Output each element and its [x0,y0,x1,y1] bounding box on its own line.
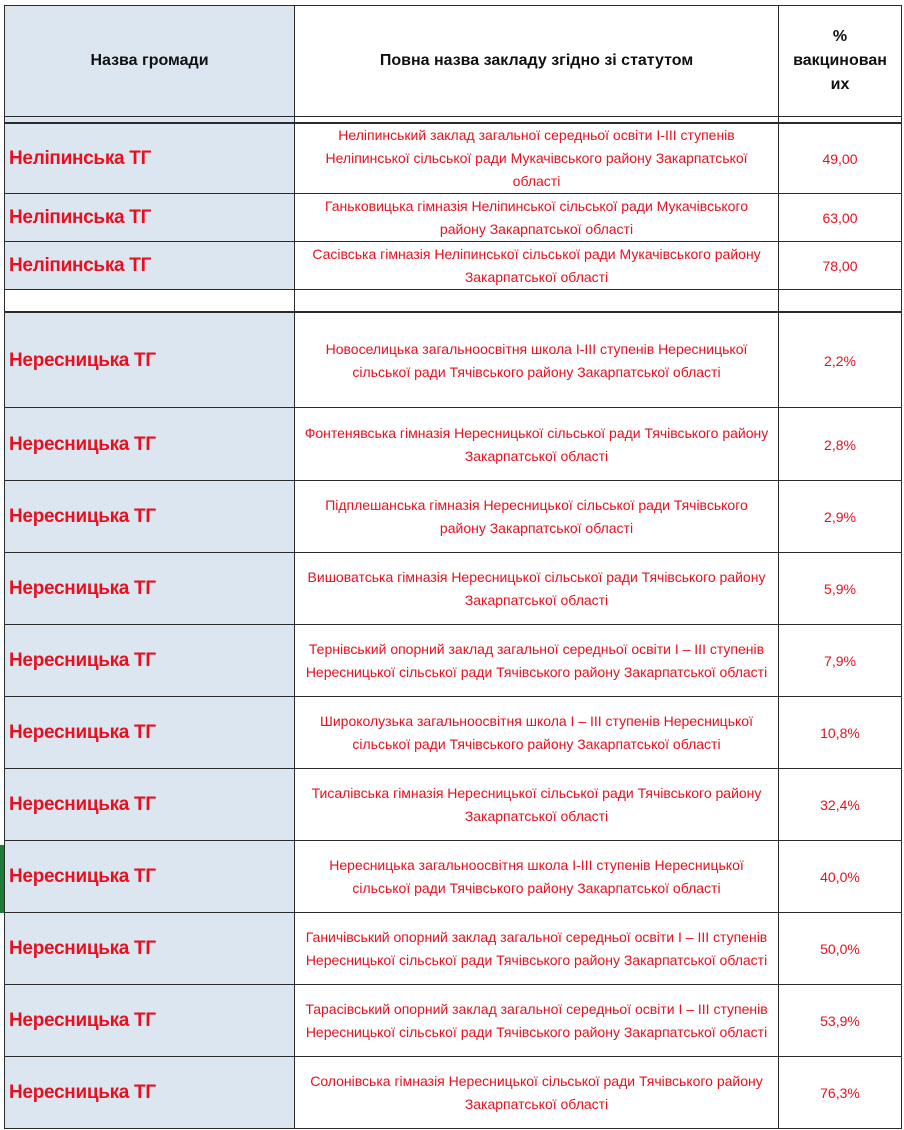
institution-cell [295,1057,779,1128]
grid-line [4,122,902,124]
community-name: Нересницька ТГ [9,938,156,959]
table-row [0,1057,904,1128]
gap-cell [295,290,779,313]
community-name: Нересницька ТГ [9,506,156,527]
institution-name: Широколузька загальноосвітня школа І – ІІІ ступенів Нересницької сільської ради Тячівського району Закарпатської області [320,713,753,752]
table-header [0,5,904,117]
community-name: Нересницька ТГ [9,722,156,743]
community-name: Нересницька ТГ [9,578,156,599]
vaccinated-percent: 63,00 [822,210,858,226]
community-cell [4,913,295,985]
community-name: Нересницька ТГ [9,794,156,815]
table-row [0,913,904,985]
vaccinated-percent: 5,9% [824,581,856,597]
vaccinated-percent: 10,8% [820,725,860,741]
percent-cell [779,697,902,769]
percent-cell [779,408,902,481]
table-row [0,194,904,242]
grid-line [4,912,902,913]
vaccinated-percent: 53,9% [820,1013,860,1029]
institution-cell [295,697,779,769]
selection-marker [0,845,4,913]
vaccinated-percent: 40,0% [820,869,860,885]
grid-line [4,624,902,625]
institution-name: Нересницька загальноосвітня школа І-ІІІ ступенів Нересницької сільської ради Тячівського району Закарпатської області [329,857,744,896]
vaccinated-percent: 32,4% [820,797,860,813]
grid-line [4,193,902,194]
institution-name: Тарасівський опорний заклад загальної середньої освіти І – ІІІ ступенів Нересницької сільської ради Тячівського району Закарпатської області [305,1001,768,1040]
vaccinated-percent: 49,00 [822,150,858,167]
gap-cell [4,290,295,313]
percent-cell [779,625,902,697]
header-percent-suffix: их [830,76,850,93]
community-cell [4,194,295,242]
header-percent-word: вакцинован [793,52,887,69]
grid-line [4,768,902,769]
community-cell [4,123,295,194]
percent-cell [779,313,902,408]
header-institution: Повна назва закладу згідно зі статутом [379,52,694,69]
community-cell [4,985,295,1057]
community-cell [4,481,295,553]
table-row [0,985,904,1057]
table-row [0,625,904,697]
community-name: Неліпинська ТГ [9,147,152,169]
grid-line [4,984,902,985]
community-name: Нересницька ТГ [9,866,156,887]
community-cell [4,769,295,841]
institution-cell [295,242,779,290]
institution-name: Фонтенявська гімназія Нересницької сільської ради Тячівського району Закарпатської області [304,424,769,464]
table-row [0,553,904,625]
community-cell [4,625,295,697]
grid-line [4,552,902,553]
community-name: Нересницька ТГ [9,349,156,371]
gap-cell [779,290,902,313]
institution-cell [295,913,779,985]
institution-cell [295,985,779,1057]
community-cell [4,841,295,913]
grid-line [4,840,902,841]
vaccinated-percent: 76,3% [820,1084,860,1101]
percent-cell [779,841,902,913]
grid-line [4,241,902,242]
percent-cell [779,769,902,841]
grid-line [4,696,902,697]
grid-line [4,311,902,313]
group-gap-row [0,290,904,313]
percent-cell [779,553,902,625]
grid-line [4,116,902,117]
community-name: Неліпинська ТГ [9,255,152,276]
grid-line [4,1056,902,1057]
institution-cell [295,481,779,553]
institution-cell [295,841,779,913]
header-community: Назва громади [90,52,209,69]
institution-name: Сасівська гімназія Неліпинської сільської ради Мукачівського району Закарпатської області [312,246,761,285]
institution-name: Тернівський опорний заклад загальної середньої освіти І – ІІІ ступенів Нересницької сільської ради Тячівського району Закарпатської області [305,641,768,680]
community-cell [4,242,295,290]
percent-cell [779,1057,902,1128]
percent-cell [779,913,902,985]
vaccinated-percent: 7,9% [824,653,856,669]
vaccinated-percent: 2,9% [824,509,856,525]
institution-name: Неліпинський заклад загальної середньої освіти І-ІІІ ступенів Неліпинської сільської ради Мукачівського району Закарпатської області [325,127,748,189]
table-row [0,123,904,194]
table-row [0,313,904,408]
vaccinated-percent: 50,0% [820,941,860,957]
grid-line [4,5,902,6]
institution-cell [295,313,779,408]
table-row [0,697,904,769]
header-percent-cell [779,5,902,117]
percent-cell [779,242,902,290]
community-name: Нересницька ТГ [9,433,156,455]
header-community-cell [4,5,295,117]
grid-line [4,407,902,408]
institution-cell [295,123,779,194]
table-row [0,769,904,841]
percent-cell [779,985,902,1057]
community-name: Нересницька ТГ [9,1010,156,1031]
grid-line [4,1128,902,1129]
table-row [0,408,904,481]
institution-cell [295,769,779,841]
community-cell [4,313,295,408]
percent-cell [779,194,902,242]
institution-name: Ганьковицька гімназія Неліпинської сільської ради Мукачівського району Закарпатської області [324,198,749,237]
grid-line [4,480,902,481]
percent-cell [779,123,902,194]
header-percent-symbol: % [832,28,848,45]
institution-name: Тисалівська гімназія Нересницької сільської ради Тячівського району Закарпатської області [311,785,762,824]
community-cell [4,1057,295,1128]
institution-cell [295,194,779,242]
community-cell [4,697,295,769]
table-row [0,481,904,553]
table-row [0,242,904,290]
vaccinated-percent: 78,00 [822,258,858,274]
vaccinated-percent: 2,8% [824,436,856,453]
header-institution-cell [295,5,779,117]
vaccinated-percent: 2,2% [824,352,856,369]
grid-line [4,289,902,290]
institution-cell [295,625,779,697]
institution-name: Ганичівський опорний заклад загальної середньої освіти І – ІІІ ступенів Нересницької сільської ради Тячівського району Закарпатської області [305,929,768,968]
community-cell [4,408,295,481]
percent-cell [779,481,902,553]
table-row [0,841,904,913]
institution-name: Підплешанська гімназія Нересницької сільської ради Тячівського району Закарпатської області [325,497,748,536]
community-name: Нересницька ТГ [9,650,156,671]
community-name: Неліпинська ТГ [9,207,152,228]
institution-cell [295,553,779,625]
institution-cell [295,408,779,481]
community-cell [4,553,295,625]
institution-name: Солонівська гімназія Нересницької сільської ради Тячівського району Закарпатської області [310,1072,763,1112]
institution-name: Вишоватська гімназія Нересницької сільської ради Тячівського району Закарпатської області [307,569,766,608]
community-name: Нересницька ТГ [9,1081,156,1103]
institution-name: Новоселицька загальноосвітня школа І-ІІІ ступенів Нересницької сільської ради Тячівського району Закарпатської області [325,340,748,380]
